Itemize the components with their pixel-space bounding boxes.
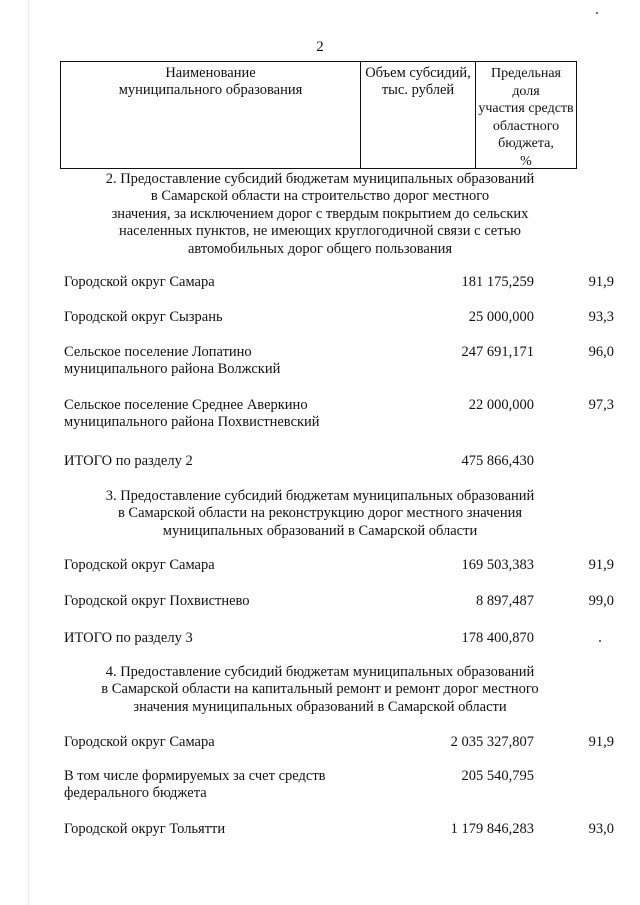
name-line: Городской округ Самара	[64, 274, 215, 290]
share-percent: 91,9	[588, 274, 614, 290]
header-text: областного	[492, 118, 560, 134]
name-line: Городской округ Сызрань	[64, 309, 223, 325]
name-line: муниципального района Похвистневский	[64, 414, 320, 431]
title-line: автомобильных дорог общего пользования	[187, 240, 453, 257]
title-line: 4. Предоставление субсидий бюджетам муниципальных образований	[105, 664, 535, 680]
title-line: муниципальных образований в Самарской области	[162, 522, 478, 539]
header-subsidy-volume	[361, 62, 476, 168]
subsidy-amount: 22 000,000	[468, 397, 534, 413]
page-number: 2	[316, 39, 324, 55]
name-line: В том числе формируемых за счет средств	[64, 768, 326, 784]
scan-speck	[599, 640, 601, 642]
title-line: в Самарской области на реконструкцию дорог местного значения	[117, 505, 523, 522]
title-line: 2. Предоставление субсидий бюджетам муниципальных образований	[105, 171, 535, 187]
title-line: населенных пунктов, не имеющих круглогодичной связи с сетью	[118, 223, 522, 240]
header-text: муниципального образования	[118, 82, 303, 99]
header-text: Предельная	[491, 66, 561, 81]
sheet-edge	[28, 0, 29, 905]
table-header	[60, 61, 577, 169]
subsidy-amount: 8 897,487	[476, 593, 534, 609]
section-title	[60, 664, 580, 716]
subsidy-amount: 2 035 327,807	[450, 734, 534, 750]
title-line: 3. Предоставление субсидий бюджетам муниципальных образований	[105, 488, 535, 504]
municipality-name	[64, 309, 364, 326]
share-percent: 91,9	[588, 557, 614, 573]
name-line: Сельское поселение Среднее Аверкино	[64, 397, 308, 413]
municipality-name	[64, 397, 364, 432]
municipality-name	[64, 821, 364, 838]
title-line: в Самарской области на строительство дорог местного	[150, 188, 490, 205]
total-label	[64, 453, 364, 470]
name-line: Сельское поселение Лопатино	[64, 344, 252, 360]
subsidy-amount: 205 540,795	[461, 768, 534, 784]
header-share-limit	[476, 62, 576, 168]
header-text: тыс. рублей	[381, 82, 455, 99]
share-percent: 99,0	[588, 593, 614, 609]
municipality-name	[64, 768, 364, 803]
municipality-name	[64, 557, 364, 574]
scan-speck	[596, 12, 598, 14]
subsidy-amount: 247 691,171	[461, 344, 534, 360]
share-percent: 96,0	[588, 344, 614, 360]
name-line: федерального бюджета	[64, 785, 207, 802]
municipality-name	[64, 593, 364, 610]
subsidy-amount: 181 175,259	[461, 274, 534, 290]
subsidy-amount: 169 503,383	[461, 557, 534, 573]
share-percent: 97,3	[588, 397, 614, 413]
name-line: Городской округ Похвистнево	[64, 593, 250, 609]
header-text: участия средств	[478, 101, 574, 116]
header-text: %	[520, 153, 532, 169]
header-text: бюджета,	[498, 136, 554, 151]
share-percent: 93,3	[588, 309, 614, 325]
section-title	[60, 171, 580, 258]
name-line: ИТОГО по разделу 2	[64, 453, 193, 469]
name-line: муниципального района Волжский	[64, 361, 281, 378]
header-text: Объем субсидий,	[365, 65, 471, 81]
name-line: ИТОГО по разделу 3	[64, 630, 193, 646]
header-text: доля	[512, 83, 540, 99]
name-line: Городской округ Самара	[64, 557, 215, 573]
total-amount: 475 866,430	[461, 453, 534, 469]
municipality-name	[64, 274, 364, 291]
section-title	[60, 488, 580, 540]
share-percent: 91,9	[588, 734, 614, 750]
municipality-name	[64, 734, 364, 751]
title-line: в Самарской области на капитальный ремонт и ремонт дорог местного	[101, 681, 539, 698]
total-amount: 178 400,870	[461, 630, 534, 646]
subsidy-amount: 1 179 846,283	[450, 821, 534, 837]
title-line: значения муниципальных образований в Самарской области	[133, 698, 507, 715]
total-label	[64, 630, 364, 647]
subsidy-amount: 25 000,000	[468, 309, 534, 325]
title-line: значения, за исключением дорог с твердым покрытием до сельских	[111, 205, 529, 222]
header-text: Наименование	[165, 65, 256, 81]
name-line: Городской округ Тольятти	[64, 821, 226, 837]
share-percent: 93,0	[588, 821, 614, 837]
header-municipality	[61, 62, 361, 168]
municipality-name	[64, 344, 364, 379]
name-line: Городской округ Самара	[64, 734, 215, 750]
